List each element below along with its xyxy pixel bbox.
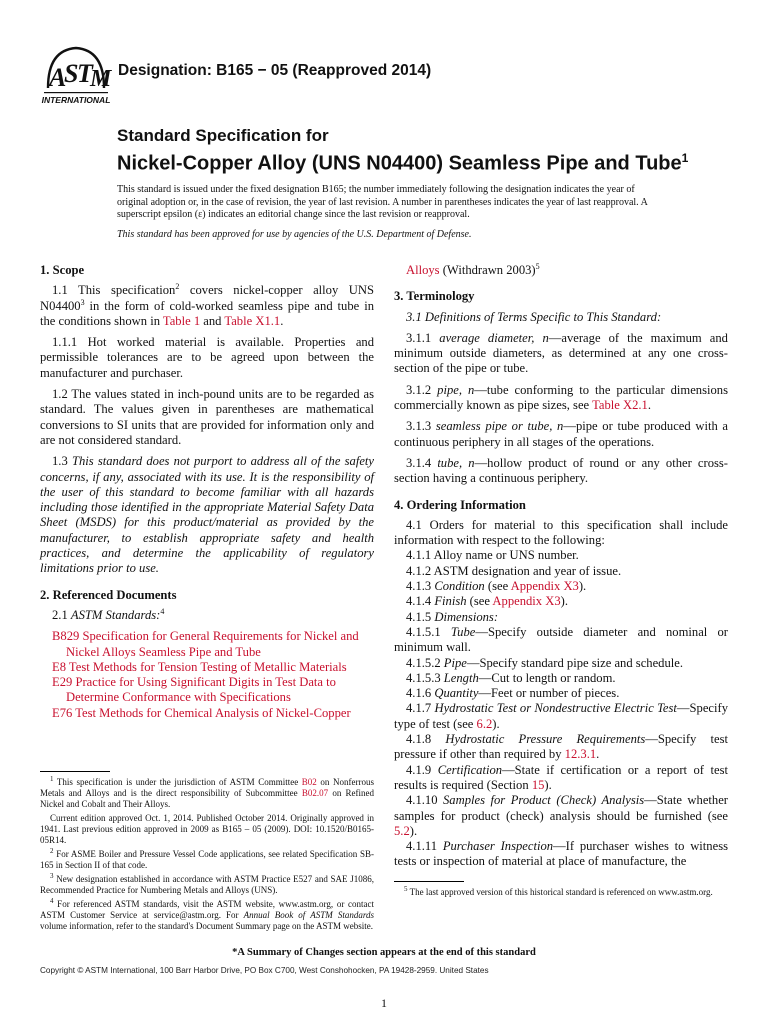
link-committee-b02[interactable]: B02	[301, 777, 317, 787]
svg-text:T: T	[77, 59, 93, 88]
paragraph-3-1-2: 3.1.2 pipe, n—tube conforming to the particular dimensions commercially known as pipe sizes, see Table X2.1.	[394, 382, 728, 413]
reference-item-e76-continued: Alloys (Withdrawn 2003)$^5$	[406, 261, 540, 277]
footnote-1-edition: Current edition approved Oct. 1, 2014. Published October 2014. Originally approved in 1941. Last previous edition approved in 2009 as B165 – 05 (2009). DOI: 10.1520/B0165-05R14.	[40, 813, 374, 845]
page-number: 1	[381, 996, 387, 1010]
paragraph-1-2: 1.2 The values stated in inch-pound units are to be regarded as standard. The values given in parentheses are mathematical conversions to SI units that are provided for information only and are not considered standard.	[40, 387, 374, 447]
link-alloys[interactable]: Alloys	[406, 263, 440, 277]
ordering-heading: 4. Ordering Information	[394, 497, 526, 512]
link-b829[interactable]: B829	[52, 629, 80, 644]
svg-text:S: S	[64, 59, 79, 88]
title-line-1: Standard Specification for	[117, 126, 329, 145]
reference-item-b829: B829 Specification for General Requirements for Nickel and Nickel Alloys Seamless Pipe and Tube	[52, 629, 359, 659]
paragraph-4-1-1: 4.1.1 Alloy name or UNS number.	[406, 548, 579, 563]
svg-text:M: M	[90, 66, 112, 92]
svg-text:A: A	[49, 63, 67, 92]
paragraph-4-1-3: 4.1.3 Condition (see Appendix X3).	[406, 579, 587, 594]
preamble	[117, 184, 653, 248]
referenced-documents-heading: 2. Referenced Documents	[40, 587, 177, 602]
title-line-2	[117, 146, 727, 176]
paragraph-4-1-2: 4.1.2 ASTM designation and year of issue.	[406, 563, 622, 578]
copyright: Copyright © ASTM International, 100 Barr Harbor Drive, PO Box C700, West Conshohocken, PA 19428-2959. United States	[40, 966, 489, 975]
link-appendix-x3-a[interactable]: Appendix X3	[510, 579, 579, 594]
paragraph-3-1-4: 3.1.4 tube, n—hollow product of round or any other cross-section having a continuous periphery.	[394, 455, 728, 486]
paragraph-4-1-11: 4.1.11 Purchaser Inspection—If purchaser wishes to witness tests or inspection of material at place of manufacture, the	[394, 839, 728, 869]
link-table-x2-1[interactable]: Table X2.1	[592, 398, 648, 413]
reference-item-e29: E29 Practice for Using Significant Digits in Test Data to Determine Conformance with Specifications	[52, 675, 336, 705]
document-header	[40, 42, 730, 108]
link-e29[interactable]: E29	[52, 675, 73, 690]
paragraph-4-1-5-1: 4.1.5.1 Tube—Specify outside diameter and nominal or minimum wall.	[394, 624, 729, 655]
issue-note: This standard is issued under the fixed designation B165; the number immediately following the designation indicates the year of original adoption or, in the case of revision, the year of last revision. A number in parentheses indicates the year of last reapproval. A superscript epsilon (ε) indicates an editorial change since the last revision or reapproval.	[117, 184, 648, 220]
left-column	[40, 263, 374, 721]
paragraph-1-1: 1.1 This specification$^2$ covers nickel-copper alloy UNS N04400$^3$ in the form of cold-worked seamless pipe and tube in the conditions shown in Table 1 and Table X1.1.	[40, 282, 374, 328]
paragraph-2-1: 2.1 ASTM Standards:$^4$	[52, 606, 165, 622]
footnote-divider-left	[40, 771, 110, 772]
link-section-15[interactable]: 15	[531, 777, 545, 792]
link-12-3-1[interactable]: 12.3.1	[564, 747, 597, 762]
paragraph-1-1-1: 1.1.1 Hot worked material is available. Properties and permissible tolerances are to be agreed upon between the manufacturer and purchaser.	[40, 335, 374, 380]
link-5-2[interactable]: 5.2	[394, 823, 410, 838]
reference-item-e8: E8 Test Methods for Tension Testing of Metallic Materials	[52, 659, 347, 674]
link-table-x1-1[interactable]: Table X1.1	[224, 313, 281, 328]
footnote-1: $^1$ This specification is under the jurisdiction of ASTM Committee B02 on Nonferrous Metals and Alloys and is the direct responsibility of Subcommittee B02.07 on Refined Nickel and Cobalt and Their Alloys.	[40, 775, 374, 809]
right-column	[394, 263, 728, 870]
summary-note: *A Summary of Changes section appears at the end of this standard	[232, 947, 536, 958]
title-block	[117, 126, 727, 176]
footnote-3: $^3$ New designation established in accordance with ASTM Practice E527 and SAE J1086, Recommended Practice for Numbering Metals and Alloys (UNS).	[40, 872, 374, 895]
footnote-4: $^4$ For referenced ASTM standards, visit the ASTM website, www.astm.org, or contact ASTM Customer Service at service@astm.org. For Annual Book of ASTM Standards volume information, refer to the standard's Document Summary page on the ASTM website.	[40, 897, 375, 931]
terminology-heading: 3. Terminology	[394, 289, 475, 304]
footnotes-left	[40, 777, 374, 935]
link-table-1[interactable]: Table 1	[162, 313, 201, 328]
scope-heading: 1. Scope	[40, 263, 85, 277]
paragraph-3-1: 3.1 Definitions of Terms Specific to This Standard:	[406, 309, 662, 324]
dod-note: This standard has been approved for use by agencies of the U.S. Department of Defense.	[117, 228, 472, 240]
astm-logo-icon	[40, 42, 112, 108]
paragraph-4-1-10: 4.1.10 Samples for Product (Check) Analysis—State whether samples for product (check) analysis should be furnished (see 5.2).	[394, 793, 728, 838]
designation: Designation: B165 − 05 (Reapproved 2014)	[118, 62, 432, 79]
link-e76[interactable]: E76	[52, 705, 73, 720]
paragraph-3-1-1: 3.1.1 average diameter, n—average of the maximum and minimum outside diameters, as determined at any one cross-section of the pipe or tube.	[394, 330, 728, 376]
footnote-2: $^2$ For ASME Boiler and Pressure Vessel Code applications, see related Specification SB-165 in Section II of that code.	[40, 847, 374, 870]
reference-item-e76: E76 Test Methods for Chemical Analysis of Nickel-Copper	[52, 705, 351, 720]
paragraph-4-1-9: 4.1.9 Certification—State if certification or a report of test results is required (Section 15).	[394, 762, 728, 792]
title-text: Nickel-Copper Alloy (UNS N04400) Seamless Pipe and Tube	[117, 152, 682, 175]
paragraph-1-3: 1.3 This standard does not purport to address all of the safety concerns, if any, associated with its use. It is the responsibility of the user of this standard to become familiar with all hazards including those identified in the appropriate Material Safety Data Sheet (MSDS) for this product/material as provided by the manufacturer, to establish appropriate safety and health practices, and determine the applicability of regulatory limitations prior to use.	[40, 454, 374, 576]
paragraph-4-1-6: 4.1.6 Quantity—Feet or number of pieces.	[406, 686, 620, 701]
paragraph-4-1-4: 4.1.4 Finish (see Appendix X3).	[406, 594, 568, 609]
paragraph-3-1-3: 3.1.3 seamless pipe or tube, n—pipe or tube produced with a continuous periphery in all stages of the operations.	[394, 419, 729, 449]
link-subcommittee-b02-07[interactable]: B02.07	[301, 788, 329, 798]
paragraph-4-1-5-2: 4.1.5.2 Pipe—Specify standard pipe size and schedule.	[406, 655, 683, 670]
footnote-5: $^5$ The last approved version of this historical standard is referenced on www.astm.org.	[404, 885, 713, 897]
footnotes-right	[394, 887, 728, 901]
paragraph-4-1-7: 4.1.7 Hydrostatic Test or Nondestructive Electric Test—Specify type of test (see 6.2).	[394, 701, 728, 731]
paragraph-4-1-5-3: 4.1.5.3 Length—Cut to length or random.	[406, 670, 616, 685]
link-6-2[interactable]: 6.2	[476, 716, 493, 731]
link-appendix-x3-b[interactable]: Appendix X3	[492, 594, 561, 609]
footnote-divider-right	[394, 881, 464, 882]
paragraph-4-1-5: 4.1.5 Dimensions:	[406, 609, 499, 624]
paragraph-4-1-8: 4.1.8 Hydrostatic Pressure Requirements—Specify test pressure if other than required by 12.3.1.	[394, 732, 728, 762]
title-footnote-mark: 1	[681, 151, 689, 165]
link-e8[interactable]: E8	[52, 659, 66, 674]
paragraph-4-1: 4.1 Orders for material to this specification shall include information with respect to the following:	[394, 517, 728, 548]
logo-text: INTERNATIONAL	[41, 95, 111, 105]
